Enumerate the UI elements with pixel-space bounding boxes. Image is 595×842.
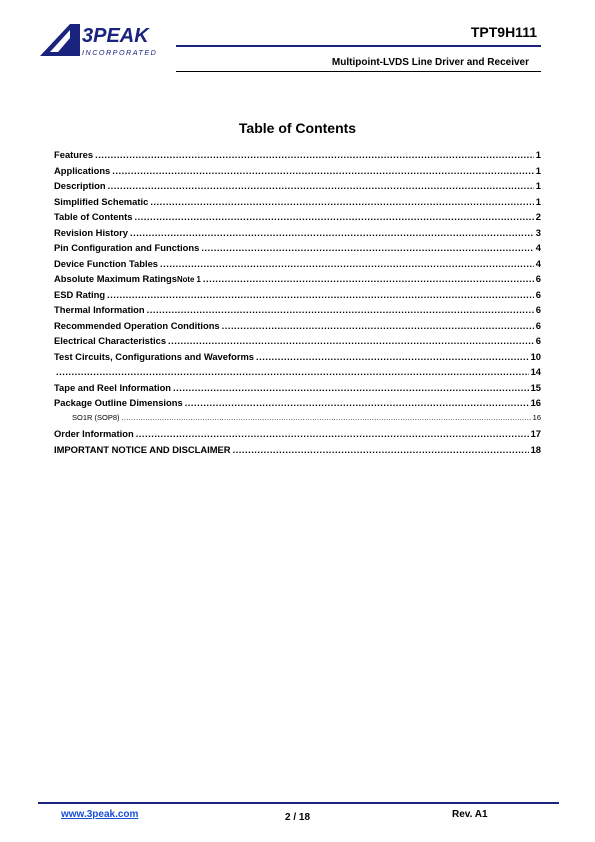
header-thin-rule xyxy=(176,71,541,72)
toc-entry-label: Features xyxy=(54,149,94,160)
toc-entry-page: 14 xyxy=(530,366,541,377)
toc-dot-leader xyxy=(122,413,531,422)
toc-entry-page: 3 xyxy=(535,226,541,238)
toc-entry-label: Electrical Characteristics xyxy=(54,335,167,346)
toc-entry-page: 1 xyxy=(535,180,541,191)
toc-dot-leader xyxy=(173,382,529,393)
toc-entry-page: 6 xyxy=(535,288,541,300)
toc-entry[interactable] xyxy=(54,428,541,444)
toc-entry-label: Applications xyxy=(54,164,111,176)
toc-entry[interactable] xyxy=(54,273,541,289)
toc-dot-leader xyxy=(95,149,534,160)
toc-entry-page: 10 xyxy=(530,350,541,362)
logo-subtext: INCORPORATED xyxy=(82,48,158,57)
toc-entry[interactable] xyxy=(54,320,541,336)
toc-entry[interactable] xyxy=(54,165,541,181)
toc-dot-leader xyxy=(108,180,534,191)
toc-entry[interactable] xyxy=(54,258,541,274)
toc-entry-label: Test Circuits, Configurations and Waveforms xyxy=(54,350,255,362)
toc-entry-label: Recommended Operation Conditions xyxy=(54,319,220,331)
toc-entry-label: Pin Configuration and Functions xyxy=(54,242,200,253)
toc-entry[interactable] xyxy=(54,180,541,196)
toc-entry-page: 18 xyxy=(530,443,541,455)
toc-dot-leader xyxy=(256,351,529,362)
document-subtitle: Multipoint-LVDS Line Driver and Receiver xyxy=(331,57,529,68)
toc-entry-note: Note 1 xyxy=(176,275,201,284)
toc-dot-leader xyxy=(201,242,533,253)
toc-entry[interactable] xyxy=(54,444,541,460)
toc-dot-leader xyxy=(134,211,533,222)
toc-entry-page: 16 xyxy=(532,412,541,422)
toc-entry-page: 1 xyxy=(535,149,541,160)
toc-entry-page: 16 xyxy=(530,397,541,408)
toc-dot-leader xyxy=(150,196,533,207)
toc-entry-page: 15 xyxy=(530,381,541,393)
footer-rule xyxy=(38,802,559,804)
toc-dot-leader xyxy=(222,320,534,331)
revision-label: Rev. A1 xyxy=(452,809,488,820)
toc-entry-page: 1 xyxy=(535,195,541,207)
toc-dot-leader xyxy=(233,444,529,455)
toc-entry-page: 6 xyxy=(535,319,541,331)
toc-entry-page: 6 xyxy=(535,335,541,346)
part-number: TPT9H111 xyxy=(470,24,537,40)
toc-entry-label: Device Function Tables xyxy=(54,257,159,269)
toc-entry-page: 2 xyxy=(535,211,541,222)
toc-entry[interactable] xyxy=(54,211,541,227)
toc-entry-page: 6 xyxy=(535,273,541,284)
toc-entry[interactable] xyxy=(54,196,541,212)
toc-dot-leader xyxy=(107,289,534,300)
toc-entry[interactable] xyxy=(54,366,541,382)
toc-entry-page: 4 xyxy=(535,242,541,253)
toc-entry-label: Order Information xyxy=(54,428,134,439)
toc-entry-label: SO1R (SOP8) xyxy=(72,412,120,422)
toc-entry[interactable] xyxy=(54,149,541,165)
toc-entry-page: 4 xyxy=(535,257,541,269)
toc-entry[interactable] xyxy=(54,413,541,429)
toc-dot-leader xyxy=(168,335,534,346)
website-link[interactable]: www.3peak.com xyxy=(61,809,139,820)
toc-entry-label: IMPORTANT NOTICE AND DISCLAIMER xyxy=(54,443,231,455)
toc-entry-label: Tape and Reel Information xyxy=(54,381,172,393)
toc-dot-leader xyxy=(112,165,534,176)
table-of-contents xyxy=(54,149,541,459)
header-rule xyxy=(176,45,541,47)
toc-dot-leader xyxy=(160,258,534,269)
toc-entry[interactable] xyxy=(54,242,541,258)
toc-entry-page: 1 xyxy=(535,164,541,176)
toc-entry[interactable] xyxy=(54,227,541,243)
toc-entry-label: Thermal Information xyxy=(54,304,145,315)
toc-entry-page: 6 xyxy=(535,304,541,315)
toc-entry[interactable] xyxy=(54,397,541,413)
toc-entry[interactable] xyxy=(54,289,541,305)
toc-dot-leader xyxy=(203,273,534,284)
toc-entry-label: Table of Contents xyxy=(54,211,133,222)
toc-entry[interactable] xyxy=(54,335,541,351)
toc-dot-leader xyxy=(185,397,529,408)
toc-dot-leader xyxy=(130,227,534,238)
toc-entry-page: 17 xyxy=(530,428,541,439)
toc-entry-label: Simplified Schematic xyxy=(54,195,149,207)
toc-entry-label: Absolute Maximum Ratings xyxy=(54,273,177,284)
toc-entry-label: Description xyxy=(54,180,106,191)
page-title: Table of Contents xyxy=(238,120,357,136)
toc-dot-leader xyxy=(56,366,529,377)
page-number: 2 / 18 xyxy=(284,812,311,823)
toc-entry[interactable] xyxy=(54,351,541,367)
toc-dot-leader xyxy=(147,304,534,315)
toc-entry[interactable] xyxy=(54,304,541,320)
company-logo xyxy=(40,22,170,60)
toc-dot-leader xyxy=(136,428,529,439)
logo-name: 3PEAK xyxy=(82,25,149,47)
toc-entry[interactable] xyxy=(54,382,541,398)
toc-entry-label: Package Outline Dimensions xyxy=(54,397,183,408)
toc-entry-label: ESD Rating xyxy=(54,288,106,300)
toc-entry-label: Revision History xyxy=(54,226,128,238)
